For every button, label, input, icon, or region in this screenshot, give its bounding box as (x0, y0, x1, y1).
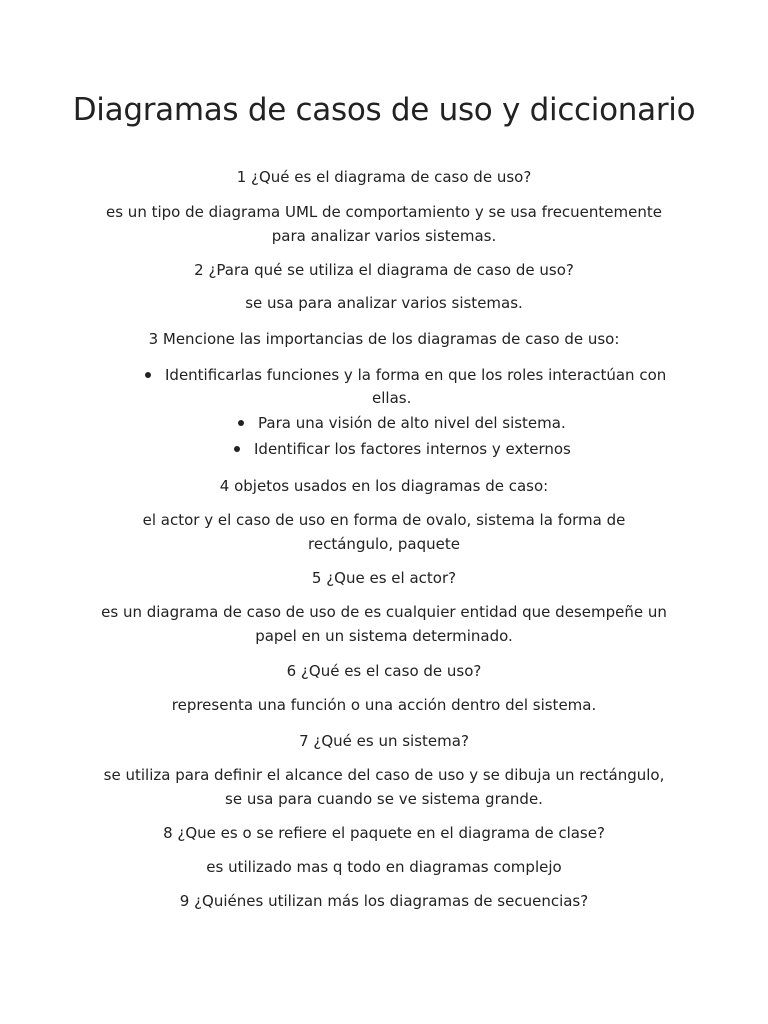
question-1: 1 ¿Qué es el diagrama de caso de uso? (236, 168, 532, 186)
bullet-3: Identificar los factores internos y externos (254, 440, 571, 458)
question-2: 2 ¿Para qué se utiliza el diagrama de caso de uso? (194, 261, 574, 279)
answer-5-line-2: papel en un sistema determinado. (255, 627, 513, 645)
question-6: 6 ¿Qué es el caso de uso? (286, 662, 482, 680)
question-3: 3 Mencione las importancias de los diagramas de caso de uso: (148, 330, 620, 348)
question-5: 5 ¿Que es el actor? (311, 569, 457, 587)
bullet-1-line-2: ellas. (372, 389, 412, 407)
answer-4-line-1: el actor y el caso de uso en forma de ovalo, sistema la forma de (142, 511, 626, 529)
bullet-dot-icon (145, 372, 151, 378)
bullet-dot-icon (234, 446, 240, 452)
answer-2: se usa para analizar varios sistemas. (245, 294, 523, 312)
bullet-dot-icon (238, 420, 244, 426)
answer-8: es utilizado mas q todo en diagramas complejo (206, 858, 562, 876)
answer-4-line-2: rectángulo, paquete (308, 535, 460, 553)
answer-7-line-1: se utiliza para definir el alcance del caso de uso y se dibuja un rectángulo, (103, 766, 665, 784)
answer-6: representa una función o una acción dentro del sistema. (171, 696, 597, 714)
answer-1-line-2: para analizar varios sistemas. (271, 227, 497, 245)
bullet-2: Para una visión de alto nivel del sistema. (258, 414, 566, 432)
question-9: 9 ¿Quiénes utilizan más los diagramas de secuencias? (179, 892, 589, 910)
question-7: 7 ¿Qué es un sistema? (299, 732, 469, 750)
bullet-1-line-1: Identificarlas funciones y la forma en que los roles interactúan con (165, 366, 667, 384)
question-8: 8 ¿Que es o se refiere el paquete en el diagrama de clase? (163, 824, 605, 842)
document-title: Diagramas de casos de uso y diccionario (72, 92, 696, 128)
question-4: 4 objetos usados en los diagramas de caso: (219, 477, 549, 495)
answer-5-line-1: es un diagrama de caso de uso de es cualquier entidad que desempeñe un (101, 603, 667, 621)
answer-7-line-2: se usa para cuando se ve sistema grande. (225, 790, 543, 808)
answer-1-line-1: es un tipo de diagrama UML de comportamiento y se usa frecuentemente (106, 203, 662, 221)
